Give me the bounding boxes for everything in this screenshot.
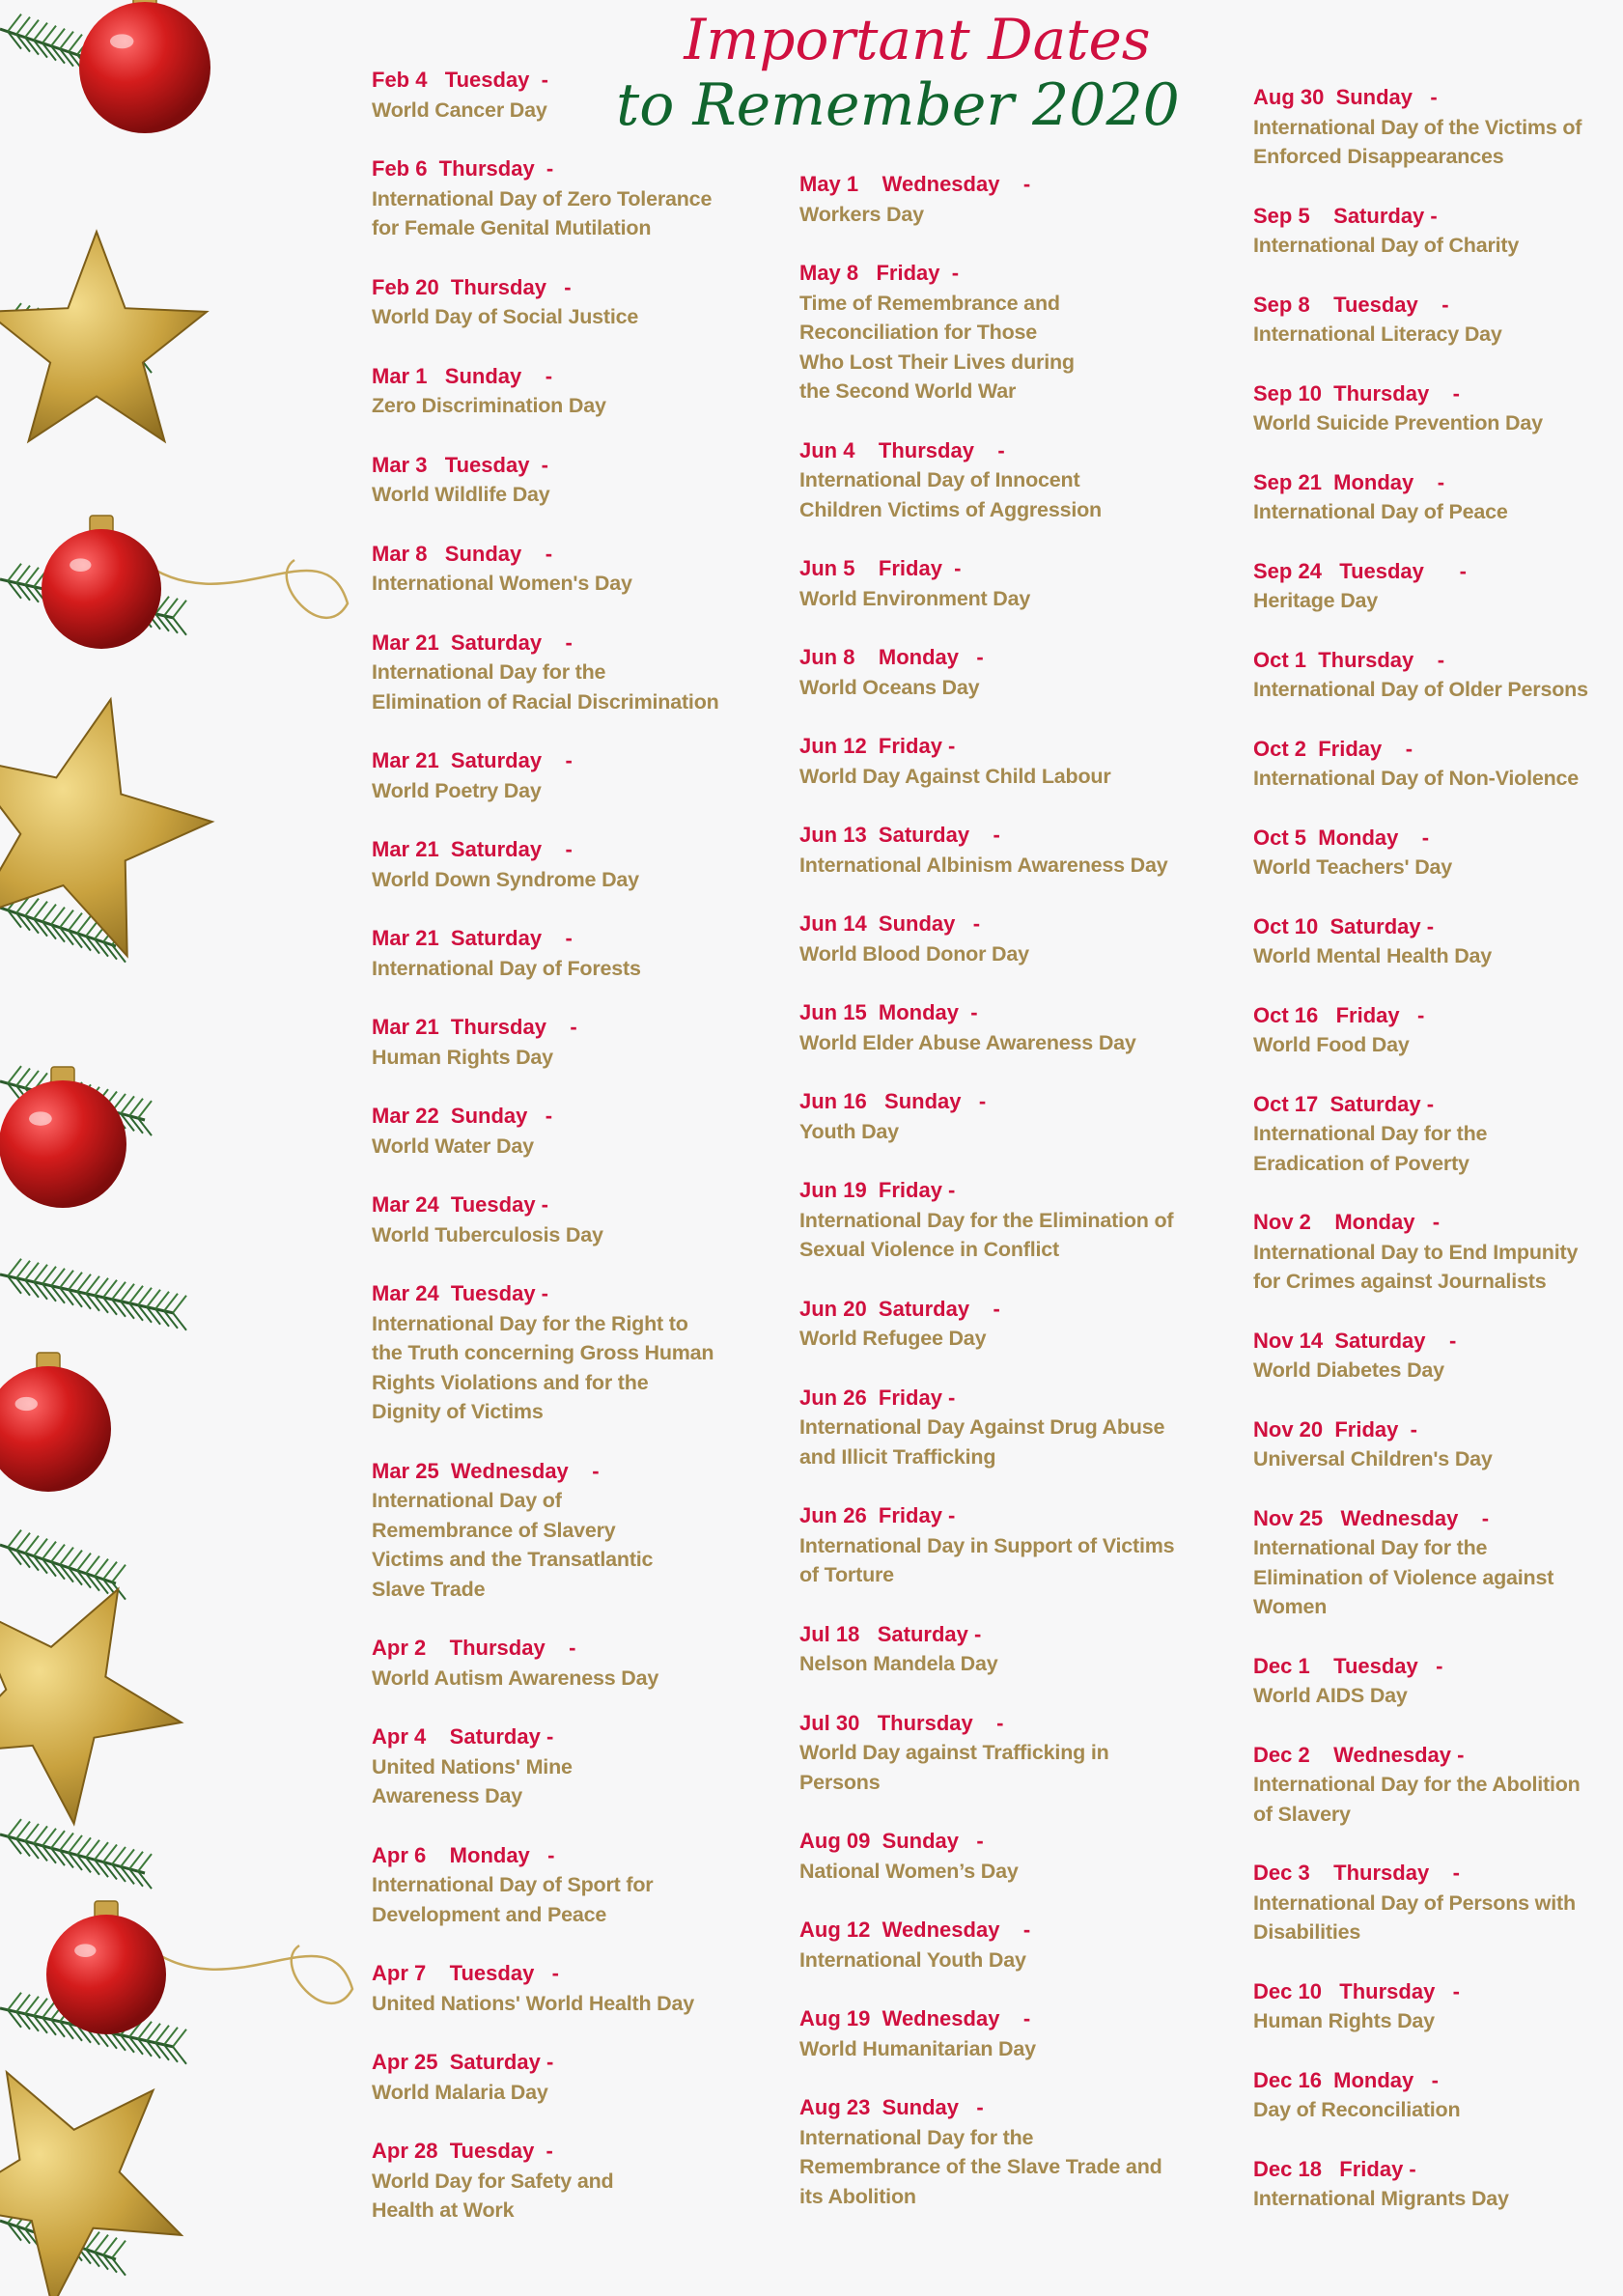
date-label: Dec 18 Friday - (1253, 2156, 1416, 2181)
observance-name: International Migrants Day (1253, 2187, 1509, 2210)
date-entry (1253, 202, 1615, 261)
date-label: Mar 3 Tuesday - (372, 452, 548, 477)
date-entry (1253, 2066, 1615, 2125)
date-label: Feb 6 Thursday - (372, 156, 554, 181)
date-label: Mar 8 Sunday - (372, 541, 553, 566)
date-entry (1253, 1977, 1615, 2036)
date-entry (1253, 557, 1615, 616)
date-label: Aug 19 Wednesday - (799, 2006, 1031, 2030)
date-label: Mar 1 Sunday - (372, 363, 553, 388)
date-entry (372, 1279, 758, 1427)
observance-name: International Day of Sport for Development and Peace (372, 1873, 654, 1926)
date-entry (799, 1916, 1215, 1974)
observance-name: International Women's Day (372, 572, 632, 595)
date-label: Jun 8 Monday - (799, 645, 984, 669)
date-label: Oct 5 Monday - (1253, 825, 1430, 850)
dates-column-1 (372, 66, 758, 2255)
date-entry (799, 1827, 1215, 1886)
date-label: May 1 Wednesday - (799, 172, 1031, 196)
dates-column-3 (1253, 83, 1615, 2244)
date-entry (1253, 1090, 1615, 1179)
date-label: Sep 5 Saturday - (1253, 203, 1438, 228)
date-entry (372, 66, 758, 125)
observance-name: International Day Against Drug Abuse and Illicit Trafficking (799, 1415, 1165, 1469)
date-entry (372, 835, 758, 894)
date-label: Mar 24 Tuesday - (372, 1281, 548, 1305)
observance-name: International Day of Non-Violence (1253, 767, 1580, 790)
observance-name: International Youth Day (799, 1947, 1026, 1972)
observance-name: World Malaria Day (372, 2080, 548, 2104)
date-label: Jun 14 Sunday - (799, 911, 981, 936)
date-entry (799, 436, 1215, 525)
date-label: Aug 23 Sunday - (799, 2095, 984, 2119)
observance-name: International Day of the Victims of Enforced Disappearances (1253, 115, 1582, 168)
observance-name: World Day against Trafficking in Persons (799, 1741, 1109, 1794)
observance-name: World Refugee Day (799, 1327, 987, 1350)
observance-name: World Day of Social Justice (372, 305, 639, 328)
date-entry (372, 746, 758, 805)
date-label: Jun 26 Friday - (799, 1385, 956, 1410)
date-entry (372, 1457, 758, 1605)
date-entry (799, 170, 1215, 229)
observance-name: International Day for the Abolition of Slavery (1253, 1773, 1581, 1826)
observance-name: Workers Day (799, 202, 924, 226)
date-entry (1253, 1327, 1615, 1386)
observance-name: International Literacy Day (1253, 322, 1502, 346)
observance-name: International Day of Remembrance of Slavery Victims and the Transatlantic Slave Trade (372, 1489, 654, 1601)
observance-name: World AIDS Day (1253, 1684, 1408, 1707)
date-label: Jul 18 Saturday - (799, 1621, 982, 1646)
date-label: Oct 16 Friday - (1253, 1002, 1425, 1027)
date-label: Oct 1 Thursday - (1253, 647, 1445, 672)
date-label: Dec 16 Monday - (1253, 2067, 1439, 2092)
date-entry (1253, 379, 1615, 438)
date-entry (799, 1176, 1215, 1265)
date-label: Aug 30 Sunday - (1253, 85, 1438, 109)
date-label: Mar 21 Saturday - (372, 748, 573, 772)
date-entry (372, 451, 758, 510)
date-entry (372, 2137, 758, 2226)
date-entry (799, 1709, 1215, 1798)
date-entry (1253, 1859, 1615, 1947)
date-label: Apr 6 Monday - (372, 1842, 555, 1867)
observance-name: World Day for Safety and Health at Work (372, 2169, 614, 2222)
observance-name: Human Rights Day (372, 1045, 553, 1069)
date-entry (799, 1384, 1215, 1472)
date-entry (1253, 1504, 1615, 1622)
observance-name: International Day for the Elimination of Violence against Women (1253, 1536, 1554, 1618)
title-line-2: to Remember 2020 (616, 70, 1180, 139)
observance-name: Youth Day (799, 1119, 899, 1143)
date-label: Apr 4 Saturday - (372, 1724, 554, 1749)
date-entry (372, 1102, 758, 1161)
observance-name: International Day in Support of Victims of Torture (799, 1533, 1175, 1586)
date-entry (372, 273, 758, 332)
observance-name: International Day of Charity (1253, 234, 1520, 257)
date-entry (799, 821, 1215, 880)
observance-name: Nelson Mandela Day (799, 1652, 998, 1675)
observance-name: International Day of Innocent Children Victims of Aggression (799, 468, 1102, 521)
observance-name: World Food Day (1253, 1033, 1410, 1056)
date-label: Sep 10 Thursday - (1253, 380, 1460, 406)
date-entry (1253, 735, 1615, 794)
observance-name: World Cancer Day (372, 98, 547, 122)
date-label: Dec 1 Tuesday - (1253, 1653, 1443, 1678)
observance-name: World Oceans Day (799, 675, 980, 699)
date-entry (1253, 291, 1615, 350)
date-label: Apr 28 Tuesday - (372, 2139, 553, 2163)
date-label: Mar 21 Saturday - (372, 630, 573, 655)
date-entry (372, 1959, 758, 2018)
date-label: Jun 26 Friday - (799, 1503, 956, 1527)
date-entry (372, 540, 758, 599)
observance-name: International Albinism Awareness Day (799, 853, 1168, 877)
date-label: Mar 21 Saturday - (372, 837, 573, 861)
observance-name: Day of Reconciliation (1253, 2098, 1461, 2121)
date-label: Jun 20 Saturday - (799, 1296, 1000, 1321)
date-entry (1253, 912, 1615, 971)
date-label: Apr 25 Saturday - (372, 2050, 554, 2074)
date-label: Oct 17 Saturday - (1253, 1091, 1435, 1116)
dates-column-2 (799, 170, 1215, 2241)
observance-name: World Water Day (372, 1134, 534, 1158)
observance-name: World Day Against Child Labour (799, 764, 1111, 788)
date-label: Oct 2 Friday - (1253, 736, 1413, 761)
observance-name: World Suicide Prevention Day (1253, 411, 1543, 434)
observance-name: International Day of Peace (1253, 500, 1508, 523)
date-entry (372, 362, 758, 421)
observance-name: International Day to End Impunity for Crimes against Journalists (1253, 1240, 1579, 1293)
date-label: May 8 Friday - (799, 261, 960, 285)
observance-name: International Day for the Remembrance of the Slave Trade and its Abolition (799, 2125, 1162, 2208)
date-label: Sep 24 Tuesday - (1253, 558, 1467, 583)
observance-name: World Down Syndrome Day (372, 867, 639, 891)
observance-name: Time of Remembrance and Reconciliation for Those Who Lost Their Lives during the Second World War (799, 291, 1075, 403)
date-label: Jun 16 Sunday - (799, 1089, 987, 1113)
date-label: Sep 21 Monday - (1253, 469, 1445, 494)
date-label: Nov 14 Saturday - (1253, 1328, 1457, 1353)
date-label: Aug 12 Wednesday - (799, 1918, 1031, 1942)
date-label: Mar 21 Thursday - (372, 1015, 577, 1039)
observance-name: International Day of Zero Tolerance for Female Genital Mutilation (372, 186, 713, 239)
observance-name: World Humanitarian Day (799, 2036, 1036, 2060)
date-entry (799, 643, 1215, 702)
date-entry (799, 2004, 1215, 2063)
date-entry (799, 554, 1215, 613)
observance-name: Zero Discrimination Day (372, 394, 606, 417)
date-label: Mar 25 Wednesday - (372, 1458, 600, 1483)
date-label: Jun 12 Friday - (799, 734, 956, 758)
date-entry (372, 1013, 758, 1072)
observance-name: World Environment Day (799, 586, 1031, 610)
observance-name: World Tuberculosis Day (372, 1222, 603, 1246)
date-label: Dec 3 Thursday - (1253, 1861, 1460, 1885)
date-label: Jun 13 Saturday - (799, 823, 1000, 847)
observance-name: International Day of Persons with Disabilities (1253, 1890, 1576, 1944)
date-entry (799, 1501, 1215, 1590)
observance-name: World Mental Health Day (1253, 944, 1493, 967)
date-label: Apr 7 Tuesday - (372, 1961, 559, 1985)
date-label: Sep 8 Tuesday - (1253, 292, 1449, 317)
observance-name: United Nations' World Health Day (372, 1991, 694, 2015)
date-entry (799, 998, 1215, 1057)
date-entry (799, 910, 1215, 968)
date-label: Mar 24 Tuesday - (372, 1192, 548, 1217)
date-label: Jun 19 Friday - (799, 1178, 956, 1202)
date-entry (372, 924, 758, 983)
date-label: Mar 21 Saturday - (372, 926, 573, 950)
date-label: Mar 22 Sunday - (372, 1104, 553, 1128)
observance-name: International Day for the Elimination of Racial Discrimination (372, 660, 719, 714)
date-entry (372, 1722, 758, 1811)
date-label: Dec 2 Wednesday - (1253, 1742, 1465, 1767)
date-label: Nov 2 Monday - (1253, 1210, 1441, 1234)
observance-name: Human Rights Day (1253, 2009, 1435, 2032)
observance-name: United Nations' Mine Awareness Day (372, 1754, 573, 1807)
date-entry (1253, 468, 1615, 527)
date-entry (372, 2048, 758, 2107)
date-entry (799, 1620, 1215, 1679)
date-entry (1253, 646, 1615, 705)
title-line-1: Important Dates (684, 7, 1151, 72)
date-entry (1253, 824, 1615, 882)
observance-name: Heritage Day (1253, 589, 1379, 612)
observance-name: World Elder Abuse Awareness Day (799, 1030, 1136, 1054)
date-entry (372, 1841, 758, 1930)
observance-name: International Day for the Elimination of Sexual Violence in Conflict (799, 1208, 1174, 1261)
date-label: Apr 2 Thursday - (372, 1636, 576, 1660)
observance-name: World Diabetes Day (1253, 1358, 1444, 1382)
observance-name: World Teachers' Day (1253, 855, 1453, 879)
date-entry (799, 1087, 1215, 1146)
date-entry (799, 1295, 1215, 1354)
observance-name: International Day of Older Persons (1253, 678, 1588, 701)
observance-name: International Day of Forests (372, 956, 641, 980)
christmas-decoration (0, 0, 367, 2296)
observance-name: International Day for the Right to the Truth concerning Gross Human Rights Violations and for the Dignity of Victims (372, 1311, 714, 1423)
observance-name: International Day for the Eradication of Poverty (1253, 1122, 1488, 1175)
date-entry (372, 154, 758, 243)
observance-name: National Women’s Day (799, 1859, 1019, 1883)
date-label: Nov 20 Friday - (1253, 1416, 1417, 1442)
date-entry (799, 2093, 1215, 2211)
date-entry (1253, 1001, 1615, 1060)
date-label: Jun 15 Monday - (799, 1000, 978, 1024)
date-entry (1253, 1415, 1615, 1474)
date-label: Feb 4 Tuesday - (372, 68, 548, 92)
date-entry (372, 1634, 758, 1693)
observance-name: World Blood Donor Day (799, 941, 1029, 966)
date-entry (372, 629, 758, 717)
observance-name: World Poetry Day (372, 778, 542, 802)
date-entry (1253, 1652, 1615, 1711)
date-entry (799, 259, 1215, 406)
date-label: Jun 5 Friday - (799, 556, 962, 580)
observance-name: World Wildlife Day (372, 483, 550, 506)
date-label: Aug 09 Sunday - (799, 1829, 984, 1853)
date-entry (1253, 2155, 1615, 2214)
date-label: Jul 30 Thursday - (799, 1710, 1004, 1735)
observance-name: Universal Children's Day (1253, 1447, 1493, 1470)
date-label: Dec 10 Thursday - (1253, 1978, 1460, 2003)
date-label: Oct 10 Saturday - (1253, 913, 1435, 938)
date-entry (799, 732, 1215, 791)
date-label: Feb 20 Thursday - (372, 274, 572, 299)
date-label: Jun 4 Thursday - (799, 437, 1005, 462)
date-entry (1253, 1741, 1615, 1830)
date-entry (372, 1190, 758, 1249)
date-entry (1253, 83, 1615, 172)
observance-name: World Autism Awareness Day (372, 1666, 659, 1690)
date-label: Nov 25 Wednesday - (1253, 1505, 1490, 1530)
date-entry (1253, 1208, 1615, 1297)
